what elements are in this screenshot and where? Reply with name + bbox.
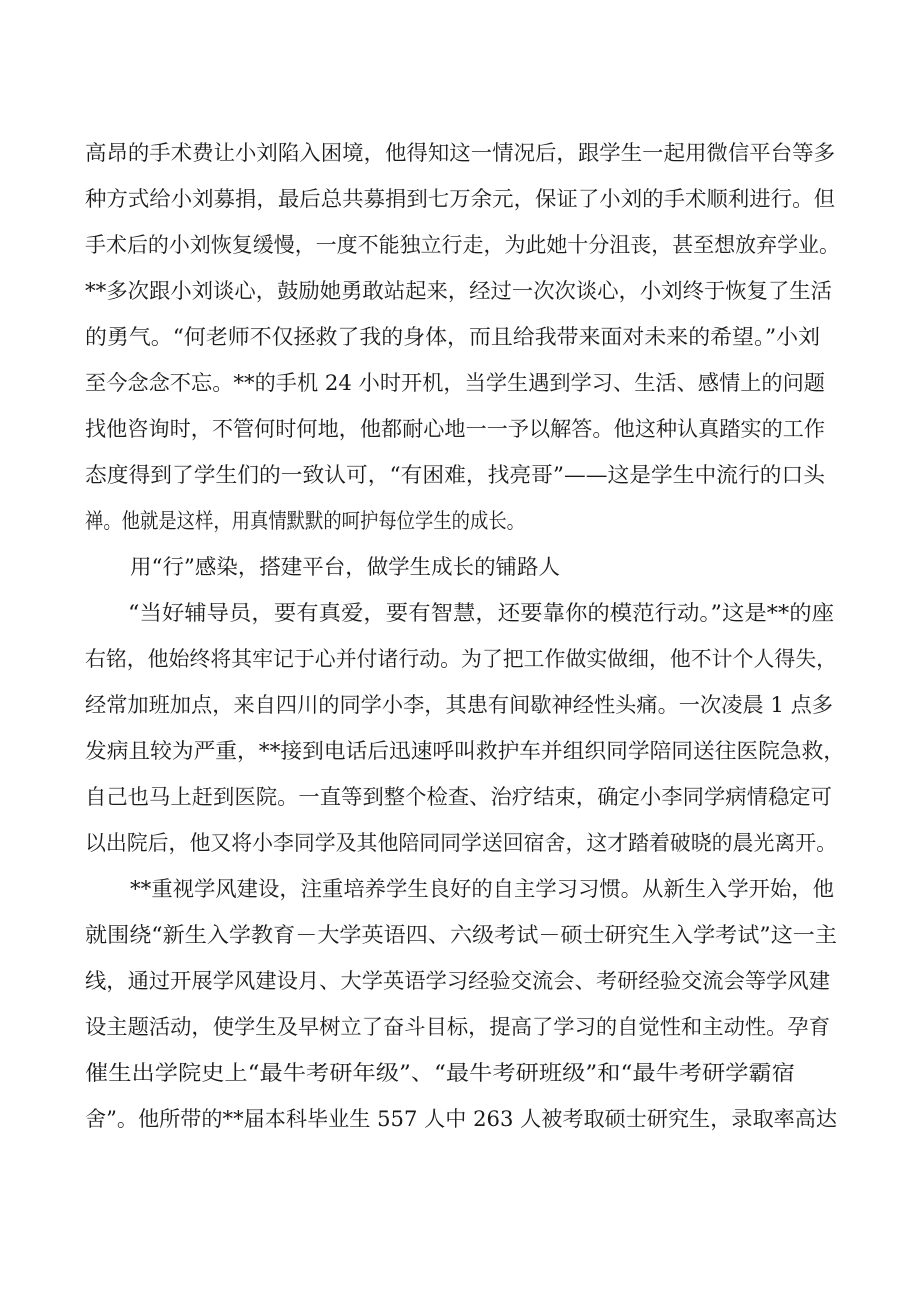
text-line: 以出院后，他又将小李同学及其他陪同同学送回宿舍，这才踏着破晓的晨光离开。 — [85, 831, 837, 855]
text-line: 态度得到了学生们的一致认可，“有困难，找亮哥”——这是学生中流行的口头 — [85, 463, 825, 487]
text-line: 线，通过开展学风建设月、大学英语学习经验交流会、考研经验交流会等学风建 — [85, 969, 830, 993]
text-line: 设主题活动，使学生及早树立了奋斗目标，提高了学习的自觉性和主动性。孕育 — [85, 1015, 830, 1039]
text-line: **多次跟小刘谈心，鼓励她勇敢站起来，经过一次次谈心，小刘终于恢复了生活 — [85, 279, 832, 303]
text-line: **重视学风建设，注重培养学生良好的自主学习习惯。从新生入学开始，他 — [130, 877, 835, 901]
text-line: 至今念念不忘。**的手机 24 小时开机，当学生遇到学习、生活、感情上的问题 — [85, 371, 825, 395]
text-line: 右铭，他始终将其牢记于心并付诸行动。为了把工作做实做细，他不计个人得失， — [85, 647, 837, 671]
text-line: 就围绕“新生入学教育－大学英语四、六级考试－硕士研究生入学考试”这一主 — [85, 923, 837, 947]
text-line: 找他咨询时，不管何时何地，他都耐心地一一予以解答。他这种认真踏实的工作 — [85, 417, 825, 441]
text-line: “当好辅导员，要有真爱，要有智慧，还要靠你的模范行动。”这是**的座 — [128, 601, 834, 625]
text-line: 种方式给小刘募捐，最后总共募捐到七万余元，保证了小刘的手术顺利进行。但 — [85, 187, 835, 211]
text-line: 催生出学院史上“最牛考研年级”、“最牛考研班级”和“最牛考研学霸宿 — [85, 1061, 795, 1085]
text-line: 自己也马上赶到医院。一直等到整个检查、治疗结束，确定小李同学病情稳定可 — [85, 785, 832, 809]
text-line: 用“行”感染，搭建平台，做学生成长的铺路人 — [130, 555, 560, 579]
text-line: 的勇气。“何老师不仅拯救了我的身体，而且给我带来面对未来的希望。”小刘 — [85, 325, 821, 349]
text-line: 舍”。他所带的**届本科毕业生 557 人中 263 人被考取硕士研究生，录取率高达 — [85, 1107, 837, 1131]
text-line: 高昂的手术费让小刘陷入困境，他得知这一情况后，跟学生一起用微信平台等多 — [85, 141, 835, 165]
text-line: 禅。他就是这样，用真情默默的呵护每位学生的成长。 — [85, 509, 525, 533]
text-line: 经常加班加点，来自四川的同学小李，其患有间歇神经性头痛。一次凌晨 1 点多 — [85, 693, 833, 717]
text-line: 发病且较为严重，**接到电话后迅速呼叫救护车并组织同学陪同送往医院急救， — [85, 739, 845, 763]
text-line: 手术后的小刘恢复缓慢，一度不能独立行走，为此她十分沮丧，甚至想放弃学业。 — [85, 233, 840, 257]
